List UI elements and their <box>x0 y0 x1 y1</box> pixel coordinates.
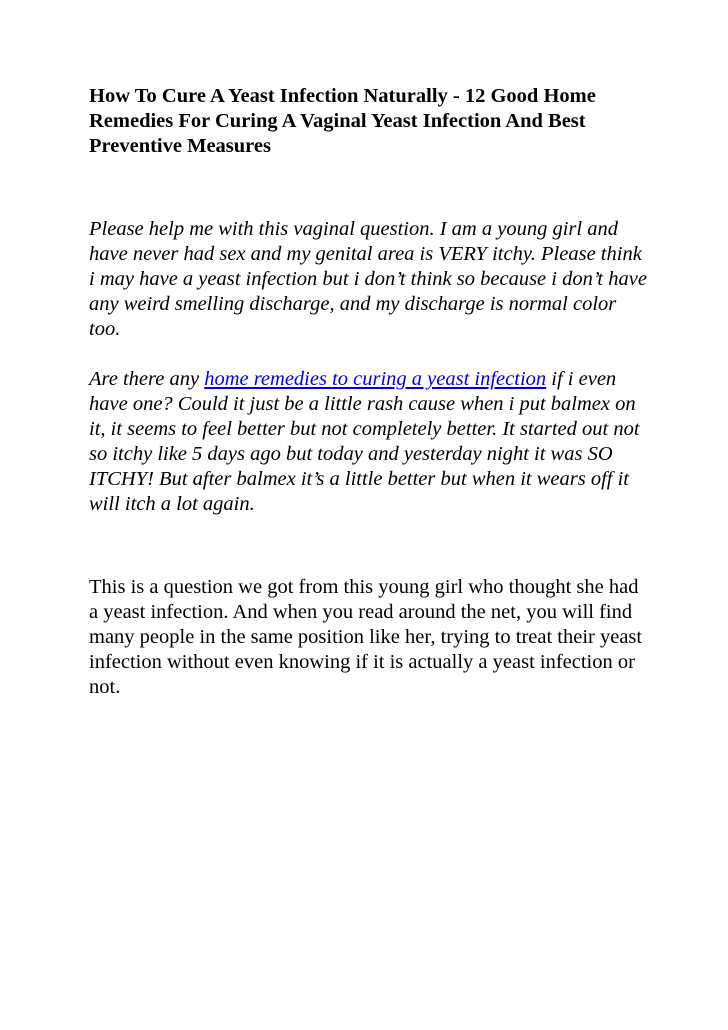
document-content <box>89 84 649 700</box>
document-title: How To Cure A Yeast Infection Naturally - 12 Good Home Remedies For Curing A Vaginal Yeast Infection And Best Preventive Measures <box>89 85 596 157</box>
question-paragraph-2 <box>89 367 649 517</box>
question-paragraph-2-lead: Are there any <box>89 368 205 390</box>
body-paragraph: This is a question we got from this young girl who thought she had a yeast infection. And when you read around the net, you will find many people in the same position like her, trying to treat their yeast infection without even knowing if it is actually a yeast infection or not. <box>89 576 643 698</box>
home-remedies-link[interactable]: home remedies to curing a yeast infection <box>204 368 547 390</box>
question-paragraph-2-rest: if i even have one? Could it just be a little rash cause when i put balmex on it, it seems to feel better but not completely better. It started out not so itchy like 5 days ago but today and yesterday night it was SO ITCHY! But after balmex it’s a little better but when it wears off it will itch a lot again. <box>89 368 640 515</box>
question-paragraph-1: Please help me with this vaginal question. I am a young girl and have never had sex and my genital area is VERY itchy. Please think i may have a yeast infection but i don’t think so because i don’t have any weird smelling discharge, and my discharge is normal color too. <box>89 218 647 340</box>
